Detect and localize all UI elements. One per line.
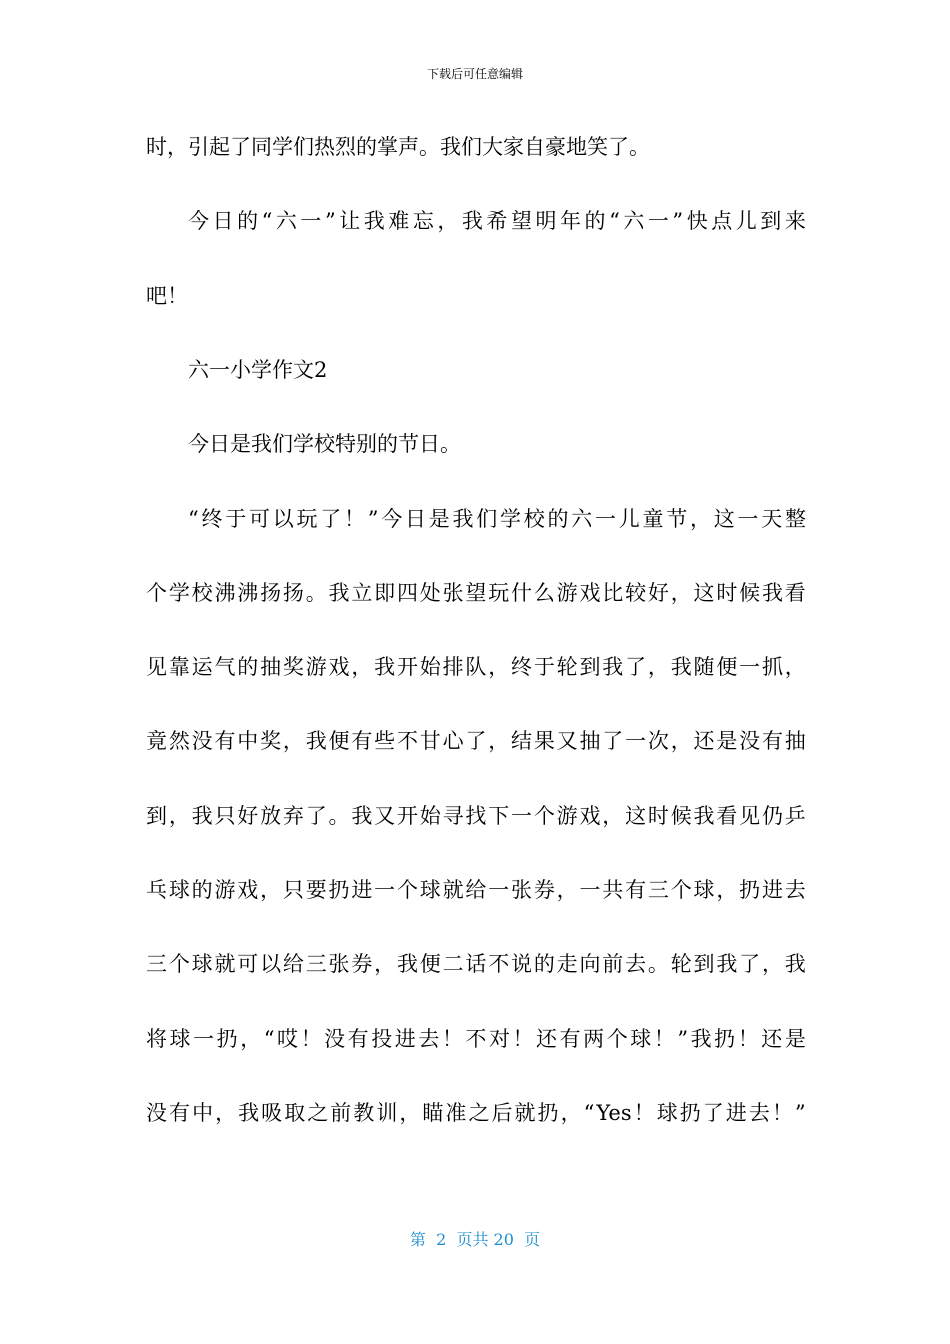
text-line: 没 有 中 ， 我 吸 取 之 前 教 训 ， 瞄 准 之 后 就 扔 ， “ Yes ！ 球 扔 了 进 去 ！ ”	[146, 1101, 806, 1125]
text-line: 乓 球 的 游 戏 ， 只 要 扔 进 一 个 球 就 给 一 张 券 ， 一 共 有 三 个 球 ， 扔 进 去	[146, 878, 806, 902]
text-line: 到 ， 我 只 好 放 弃 了 。 我 又 开 始 寻 找 下 一 个 游 戏 ， 这 时 候 我 看 见 仍 乒	[146, 804, 806, 828]
text-line: 今日是我们学校特别的节日。	[188, 432, 461, 456]
text-line: 个 学 校 沸 沸 扬 扬 。 我 立 即 四 处 张 望 玩 什 么 游 戏 比 较 好 ， 这 时 候 我 看	[146, 581, 806, 605]
text-line: 见 靠 运 气 的 抽 奖 游 戏 ， 我 开 始 排 队 ， 终 于 轮 到 我 了 ， 我 随 便 一 抓 ，	[146, 655, 806, 679]
page-header: 下载后可任意编辑	[426, 67, 523, 81]
text-line: “ 终 于 可 以 玩 了 ！ ” 今 日 是 我 们 学 校 的 六 一 儿 童 节 ， 这 一 天 整	[188, 507, 806, 531]
page-number-label: 第 2 页共 20 页	[409, 1230, 541, 1249]
text-line: 将 球 一 扔 ， “ 哎 ！ 没 有 投 进 去 ！ 不 对 ！ 还 有 两 个 球 ！ ” 我 扔 ！ 还 是	[146, 1027, 806, 1051]
text-line: 时，引起了同学们热烈的掌声。我们大家自豪地笑了。	[146, 135, 650, 159]
text-line: 今 日 的 “ 六 一 ” 让 我 难 忘 ， 我 希 望 明 年 的 “ 六 一 ” 快 点 儿 到 来	[188, 209, 806, 233]
text-line: 三 个 球 就 可 以 给 三 张 券 ， 我 便 二 话 不 说 的 走 向 前 去 。 轮 到 我 了 ， 我	[146, 952, 806, 976]
text-line: 吧！	[146, 284, 188, 308]
page-footer	[0, 1230, 950, 1250]
text-line: 六一小学作文2	[188, 358, 328, 382]
text-line: 竟 然 没 有 中 奖 ， 我 便 有 些 不 甘 心 了 ， 结 果 又 抽 了 一 次 ， 还 是 没 有 抽	[146, 729, 806, 753]
